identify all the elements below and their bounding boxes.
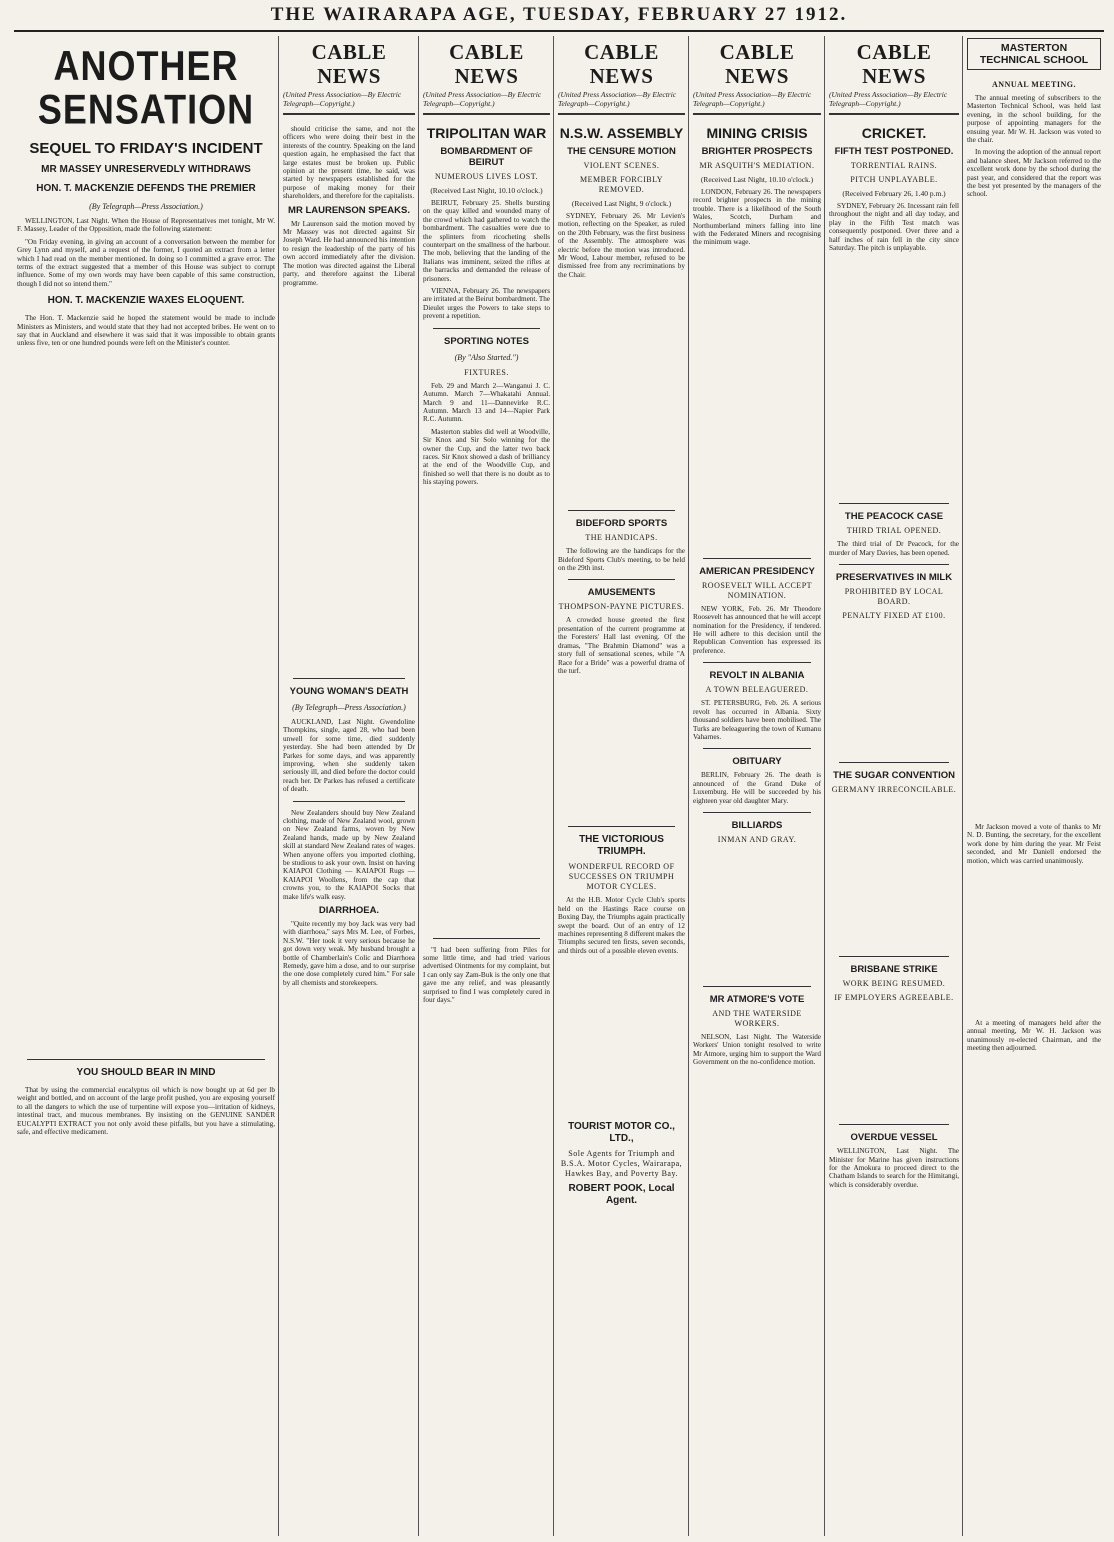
spacer xyxy=(829,256,959,496)
column-rule xyxy=(278,36,279,1536)
lead-deck: MR MASSEY UNRESERVEDLY WITHDRAWS xyxy=(41,164,251,175)
paragraph: should criticise the same, and not the officers who were doing their best in the interests of the country. Speaking on the land question again, he emphasised the fact that large estates must be broken up. Public opinion at the present time, he said, was started by newspapers established for the purpose of making money for their shareholders, and therefore for the capitalists. xyxy=(283,125,415,201)
ad-contact: ROBERT POOK, Local Agent. xyxy=(568,1183,675,1207)
story-title: TRIPOLITAN WAR xyxy=(426,125,547,141)
spacer xyxy=(17,352,275,1052)
byline: (By "Also Started.") xyxy=(454,352,519,362)
story-title: PRESERVATIVES IN MILK xyxy=(835,572,953,584)
story-deck: MEMBER FORCIBLY REMOVED. xyxy=(580,175,663,194)
paragraph: A crowded house greeted the first presentation of the current programme at the Foresters' Hall last evening. Of the dramas, "The Brahmin Diamond" was a story full of sensational scenes, while "A Race for a Bride" was a powerful drama of the turf. xyxy=(558,616,685,675)
story-deck: PITCH UNPLAYABLE. xyxy=(850,175,938,184)
divider xyxy=(293,678,405,679)
column-8 xyxy=(964,36,1104,1536)
story-deck: MR ASQUITH'S MEDIATION. xyxy=(699,161,815,170)
lead-subhead: SEQUEL TO FRIDAY'S INCIDENT xyxy=(29,140,263,157)
story-deck: THE HANDICAPS. xyxy=(585,533,658,543)
story-title: N.S.W. ASSEMBLY xyxy=(559,125,684,141)
story-deck: TORRENTIAL RAINS. xyxy=(850,161,938,170)
story-deck: WORK BEING RESUMED. xyxy=(842,979,946,989)
divider xyxy=(293,801,405,802)
story-subhead: MR LAURENSON SPEAKS. xyxy=(288,204,410,216)
paragraph: Masterton stables did well at Woodville, Sir Knox and Sir Solo winning for the owner the Cup, and the latter two back races. Sir Knox showed a dash of brilliancy at the end of the Woodville Cup, and finished so well that there is no doubt as to his staying powers. xyxy=(423,427,550,487)
paragraph: In moving the adoption of the annual report and balance sheet, Mr Jackson referred to the excellent work done by the school during the past year, and considered that the report was the best yet presented by the managers of the school. xyxy=(967,148,1101,199)
column-rule xyxy=(688,36,689,1536)
paragraph: SYDNEY, February 26. Incessant rain fell throughout the night and all day today, and play in the Fifth Test match was consequently postponed. Over three and a half inches of rain fell in the city since Saturday. The pitch is unplayable. xyxy=(829,202,959,253)
story-title: THE VICTORIOUS TRIUMPH. xyxy=(579,834,664,858)
story-deck: ANNUAL MEETING. xyxy=(992,80,1076,89)
received-time: (Received February 26, 1.40 p.m.) xyxy=(842,189,946,198)
story-title: BIDEFORD SPORTS xyxy=(575,518,668,530)
column-3 xyxy=(420,36,553,1536)
story-deck: AND THE WATERSIDE WORKERS. xyxy=(712,1008,802,1028)
ad-heading: TOURIST MOTOR CO., LTD., xyxy=(568,1121,675,1145)
paragraph: BERLIN, February 26. The death is announced of the Grand Duke of Luxemburg. He will be succeeded by his eighteen year old daughter Mary. xyxy=(693,771,821,805)
paragraph: LONDON, February 26. The newspapers record brighter prospects in the mining trouble. There is a likelihood of the South Wales, Scotch, Durham and Northumberland miners falling into line with the Federated Miners and recognising the minimum wage. xyxy=(693,188,821,247)
ad-text: Sole Agents for Triumph and B.S.A. Motor Cycles, Wairarapa, Hawkes Bay, and Poverty Bay. xyxy=(560,1149,683,1179)
divider xyxy=(839,956,949,957)
column-6 xyxy=(826,36,962,1536)
column-rule xyxy=(553,36,554,1536)
advertisement: "Quite recently my boy Jack was very bad with diarrhoea," says Mrs M. Lee, of Forbes, N.S.W. "Her took it very serious because he got down very weak. My husband brought a bottle of Chamberlain's Colic and Diarrhoea Remedy, gave him a dose, and to our surprise the one dose completely cured him." For sale by all chemists and storekeepers. xyxy=(283,920,415,987)
story-title: YOUNG WOMAN'S DEATH xyxy=(289,685,409,697)
divider xyxy=(703,748,811,749)
spacer xyxy=(829,625,959,755)
spacer xyxy=(693,251,821,551)
paragraph: The third trial of Dr Peacock, for the murder of Mary Davies, has been opened. xyxy=(829,540,959,557)
story-deck: VIOLENT SCENES. xyxy=(583,161,660,170)
story-deck: INMAN AND GRAY. xyxy=(717,834,797,844)
received-time: (Received Last Night, 9 o'clock.) xyxy=(571,199,672,208)
story-deck: PROHIBITED BY LOCAL BOARD. xyxy=(844,587,944,607)
spacer xyxy=(558,959,685,1119)
paragraph: BEIRUT, February 25. Shells bursting on the quay killed and wounded many of the crowd which had gathered to watch the bombardment. The casualties were due to the splinters from ricocheting shells counterpart on the smallness of the harbour. The mob, believing that the landing of the Italians was imminent, seized the rifles at the barracks and demanded the release of prisoners. xyxy=(423,199,550,283)
story-deck: A TOWN BELEAGUERED. xyxy=(705,685,809,695)
paragraph: Feb. 29 and March 2—Wanganui J. C. Autumn. March 7—Whakatahi Annual. March 9 and 11—Dannevirke R.C. Autumn. March 13 and 14—Napier Park R.C. Autumn. xyxy=(423,381,550,424)
ad-heading: DIARRHOEA. xyxy=(318,905,380,917)
story-deck: THIRD TRIAL OPENED. xyxy=(846,526,942,536)
divider xyxy=(839,564,949,565)
spacer xyxy=(829,1007,959,1117)
spacer xyxy=(423,491,550,931)
paragraph: At the H.B. Motor Cycle Club's sports held on the Hastings Race course on Boxing Day, the Triumphs again practically swept the board. Out of an entry of 12 machines representing 8 different makes the Triumphs secured ten firsts, seven seconds, and thirds out of a possible eleven events. xyxy=(558,896,685,955)
section-subhead: HON. T. MACKENZIE WAXES ELOQUENT. xyxy=(47,295,245,307)
advertisement: "I had been suffering from Piles for some little time, and had tried various advertised Ointments for my complaint, but I can only say Zam-Buk is the only one that gave me any relief, and was pleasantly surprised to find I was completely cured in four days." xyxy=(423,945,550,1004)
section-head: CABLE NEWS xyxy=(719,40,795,88)
paragraph: NELSON, Last Night. The Waterside Workers' Union tonight resolved to write Mr Atmore, urging him to support the Ward Government on the no-confidence motion. xyxy=(693,1032,821,1067)
story-deck: THOMPSON-PAYNE PICTURES. xyxy=(558,602,685,612)
spacer xyxy=(693,849,821,979)
divider xyxy=(568,579,675,580)
spacer xyxy=(967,203,1101,823)
divider xyxy=(703,662,811,663)
story-deck: PENALTY FIXED AT £100. xyxy=(842,611,946,621)
story-deck: IF EMPLOYERS AGREEABLE. xyxy=(834,993,954,1003)
paragraph: The following are the handicaps for the Bideford Sports Club's meeting, to be held on the 29th inst. xyxy=(558,547,685,573)
story-title: MASTERTON TECHNICAL SCHOOL xyxy=(967,38,1101,70)
advertisement: That by using the commercial eucalyptus oil which is now bought up at 6d per lb weight and bottled, and on account of the large profit pushed, you are exposing yourself to all the dangers to which the use of turpentine will expose you—irritation of kidneys, intestinal tract, and mucous membranes. By insisting on the GENUINE SANDER EUCALYPTI EXTRACT you not only avoid these pitfalls, but you have a stimulating, safe, and effective medicament. xyxy=(17,1085,275,1136)
column-5 xyxy=(690,36,824,1536)
paragraph: "On Friday evening, in giving an account of a conversation between the member for Grey Lynn and myself, and a request of the former, I quoted an extract from a letter which I had read on the member mentioned. In doing so I committed a grave error. The terms of the extract suggested that a member of this House was subject to corrupt influence. Some of my own words may have been capable of this same construction, though I did not so intend them." xyxy=(17,237,275,288)
section-head: CABLE NEWS xyxy=(311,40,387,88)
column-rule xyxy=(824,36,825,1536)
byline: (By Telegraph—Press Association.) xyxy=(89,202,203,211)
received-time: (Received Last Night, 10.10 o'clock.) xyxy=(430,186,543,195)
divider xyxy=(839,762,949,763)
column-rule xyxy=(962,36,963,1536)
story-title: BRISBANE STRIKE xyxy=(850,964,938,976)
paragraph: NEW YORK, Feb. 26. Mr Theodore Roosevelt has announced that he will accept nomination for the Presidency, if tendered. He will adhere to this decision until the Republican Convention has expressed its preference. xyxy=(693,604,821,655)
story-deck: ROOSEVELT WILL ACCEPT NOMINATION. xyxy=(701,580,813,600)
paragraph: Mr Laurenson said the motion moved by Mr Massey was not directed against Sir Joseph Ward. He had announced his intention to resign the leadership of the party of his own accord immediately after the division. The motion was directed against the Liberal party, and therefore against the Liberal programme. xyxy=(283,219,415,287)
paragraph: The Hon. T. Mackenzie said he hoped the statement would be made to include Ministers as Ministers, and would state that they had not accepted bribes. He went on to say that in Auckland and elsewhere it was said that it was impossible to obtain grants unless five, ten or one hundred pounds were left on the Minister's counter. xyxy=(17,314,275,348)
spacer xyxy=(558,679,685,819)
ad-heading: YOU SHOULD BEAR IN MIND xyxy=(76,1066,216,1078)
story-title: BILLIARDS xyxy=(731,819,783,831)
story-title: THE SUGAR CONVENTION xyxy=(833,770,955,782)
column-4 xyxy=(555,36,688,1536)
story-title: SPORTING NOTES xyxy=(444,335,529,347)
credit: (United Press Association—By Electric Telegraph—Copyright.) xyxy=(829,90,959,115)
paragraph: WELLINGTON, Last Night. The Minister for Marine has given instructions for the Amokura to proceed direct to the Chatham Islands to search for the Himitangi, which is considerably overdue. xyxy=(829,1147,959,1189)
credit: (United Press Association—By Electric Telegraph—Copyright.) xyxy=(283,90,415,115)
spacer xyxy=(558,283,685,503)
byline: (By Telegraph—Press Association.) xyxy=(292,702,406,712)
divider xyxy=(703,986,811,987)
story-subhead: THE CENSURE MOTION xyxy=(567,146,676,157)
section-head: CABLE NEWS xyxy=(856,40,932,88)
masthead: THE WAIRARAPA AGE, TUESDAY, FEBRUARY 27 1912. xyxy=(14,4,1104,32)
story-title: REVOLT IN ALBANIA xyxy=(709,670,805,682)
story-title: AMERICAN PRESIDENCY xyxy=(699,565,815,577)
divider xyxy=(568,510,675,511)
story-title: OVERDUE VESSEL xyxy=(850,1132,938,1144)
story-deck: NUMEROUS LIVES LOST. xyxy=(435,172,538,181)
section-head: CABLE NEWS xyxy=(584,40,659,88)
credit: (United Press Association—By Electric Telegraph—Copyright.) xyxy=(558,90,685,115)
story-subhead: FIFTH TEST POSTPONED. xyxy=(834,146,954,157)
story-subhead: BOMBARDMENT OF BEIRUT xyxy=(440,146,533,168)
story-title: THE PEACOCK CASE xyxy=(844,511,944,523)
lead-story xyxy=(14,36,278,1536)
spacer xyxy=(967,869,1101,1019)
story-title: MR ATMORE'S VOTE xyxy=(709,993,805,1005)
section-head: CABLE NEWS xyxy=(449,40,524,88)
lead-deck: HON. T. MACKENZIE DEFENDS THE PREMIER xyxy=(36,183,256,194)
divider xyxy=(568,826,675,827)
story-title: CRICKET. xyxy=(861,125,927,141)
credit: (United Press Association—By Electric Telegraph—Copyright.) xyxy=(693,90,821,115)
lead-headline: ANOTHER SENSATION xyxy=(37,42,255,133)
divider xyxy=(433,328,540,329)
story-deck: WONDERFUL RECORD OF SUCCESSES ON TRIUMPH MOTOR CYCLES. xyxy=(568,862,675,892)
paragraph: ST. PETERSBURG, Feb. 26. A serious revolt has occurred in Albania. Sixty thousand soldiers have been mobilised. The Turks are beleaguering the town of Kumanu Vaharnes. xyxy=(693,699,821,741)
spacer xyxy=(283,291,415,671)
spacer xyxy=(829,799,959,949)
divider xyxy=(703,812,811,813)
paragraph: The annual meeting of subscribers to the Masterton Technical School, was held last evening, in the school building, for the purpose of appointing managers for the ensuing year. Mr W. H. Jackson was voted to the chair. xyxy=(967,94,1101,145)
received-time: (Received Last Night, 10.10 o'clock.) xyxy=(700,175,814,184)
column-2 xyxy=(280,36,418,1536)
divider xyxy=(703,558,811,559)
story-title: MINING CRISIS xyxy=(706,125,808,141)
advertisement: New Zealanders should buy New Zealand clothing, made of New Zealand wool, grown on New Zealand farms, woven by New Zealand hands, made up by New Zealand skill at standard New Zealand rates of wages. When anyone offers you imported clothing, be studious to ask your own. Insist on having KAIAPOI Clothing — KAIAPOI Rugs — KAIAPOI Woollens, from the cap that crowns you, to the KAIAPOI Socks that make life's walk easy. xyxy=(283,808,415,901)
paragraph: VIENNA, February 26. The newspapers are irritated at the Beirut bombardment. The Dieulet urges the Powers to take steps to prevent a repetition. xyxy=(423,287,550,321)
story-deck: FIXTURES. xyxy=(464,367,509,377)
divider xyxy=(839,503,949,504)
column-rule xyxy=(418,36,419,1536)
paragraph: Mr Jackson moved a vote of thanks to Mr N. D. Bunting, the secretary, for the excellent work done by him during the year. Mr Feist seconded, and Mr Daniell endorsed the motion, which was carried unanimously. xyxy=(967,822,1101,865)
credit: (United Press Association—By Electric Telegraph—Copyright.) xyxy=(423,90,550,115)
paragraph: AUCKLAND, Last Night. Gwendoline Thompkins, single, aged 28, who had been unwell for some time, died suddenly yesterday. She had been attended by Dr Parkes for some days, and was apparently improving, when she suddenly taken seriously ill, and died before the doctor could reach her. Dr Parkes has refused a certificate of death. xyxy=(283,717,415,794)
divider xyxy=(839,1124,949,1125)
paragraph: SYDNEY, February 26. Mr Levien's motion, reflecting on the Speaker, as ruled on the 20th February, was the first business of the Assembly. The atmosphere was electric before the motion was introduced. Mr Wood, Labour member, refused to be dismissed free from any recriminations by the Chair. xyxy=(558,212,685,279)
paragraph: At a meeting of managers held after the annual meeting, Mr W. H. Jackson was unanimously re-elected Chairman, and the meeting then adjourned. xyxy=(967,1018,1101,1053)
story-deck: GERMANY IRRECONCILABLE. xyxy=(831,785,957,795)
divider xyxy=(433,938,540,939)
story-subhead: BRIGHTER PROSPECTS xyxy=(701,146,813,157)
paragraph: WELLINGTON, Last Night. When the House of Representatives met tonight, Mr W. F. Massey, Leader of the Opposition, made the following statement: xyxy=(17,217,275,234)
divider xyxy=(27,1059,265,1060)
story-title: AMUSEMENTS xyxy=(587,587,656,599)
story-title: OBITUARY xyxy=(732,756,782,768)
